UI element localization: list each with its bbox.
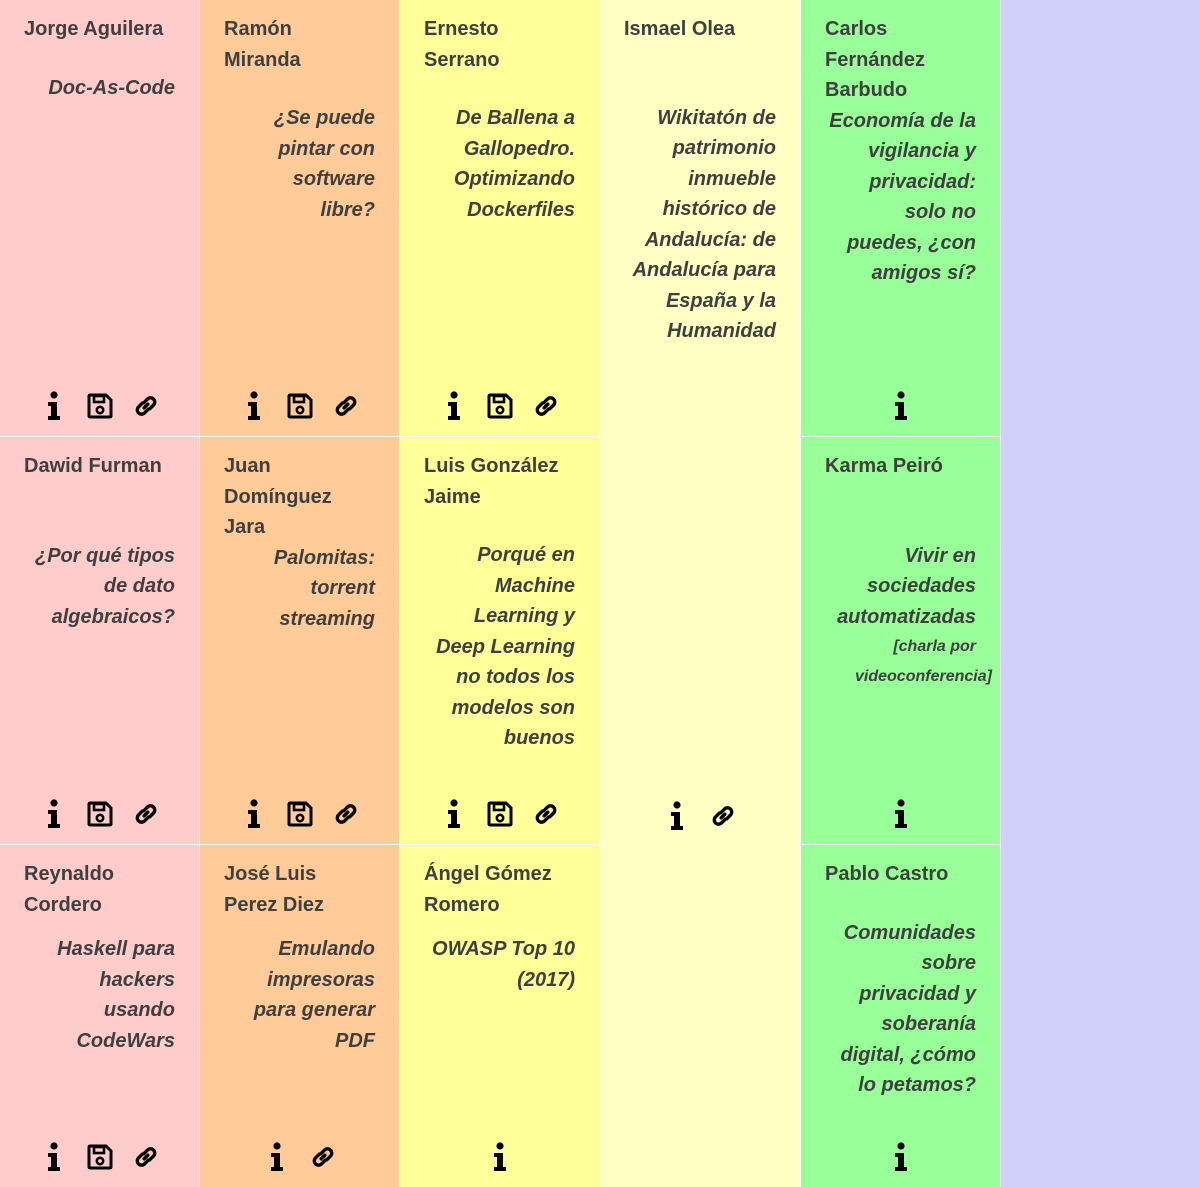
- link-icon[interactable]: [309, 1142, 337, 1172]
- save-icon[interactable]: [286, 391, 314, 421]
- info-icon[interactable]: [263, 1142, 291, 1172]
- speaker-name: Karma Peiró: [825, 455, 943, 477]
- speaker-name: Ismael Olea: [624, 18, 736, 40]
- info-icon[interactable]: [40, 1142, 68, 1172]
- talk-title: ¿Se puede pintar con software libre?: [273, 107, 375, 221]
- speaker-name: José Luis Perez Diez: [224, 863, 325, 916]
- talk-actions: [0, 796, 199, 832]
- speaker-name: Ángel Gómez Romero: [424, 863, 552, 916]
- talk-title: Economía de la vigilancia y privacidad: solo no puedes, ¿con amigos sí?: [829, 109, 976, 284]
- speaker-name: Ramón Miranda: [224, 18, 301, 71]
- speaker-name: Dawid Furman: [24, 455, 162, 477]
- link-icon[interactable]: [532, 391, 560, 421]
- talk-title: ¿Por qué tipos de dato algebraicos?: [35, 544, 175, 628]
- info-icon[interactable]: [887, 799, 915, 829]
- speaker-name: Reynaldo Cordero: [24, 863, 115, 916]
- talk-actions: [0, 388, 199, 424]
- link-icon[interactable]: [132, 1142, 160, 1172]
- talk-actions: [801, 388, 1000, 424]
- info-icon[interactable]: [240, 391, 268, 421]
- talk-cell: [801, 0, 1000, 436]
- link-icon[interactable]: [332, 799, 360, 829]
- talk-cell: [600, 0, 800, 1187]
- speaker-name: Carlos Fernández Barbudo: [825, 18, 926, 101]
- talk-title: Doc-As-Code: [48, 76, 175, 99]
- speaker-name: Ernesto Serrano: [424, 18, 500, 71]
- talk-title: Porqué en Machine Learning y Deep Learning no todos los modelos son buenos: [436, 544, 575, 749]
- speaker-name: Pablo Castro: [825, 863, 949, 885]
- talk-title: Vivir en sociedades automatizadas: [837, 544, 976, 628]
- talk-cell: [801, 437, 1000, 844]
- save-icon[interactable]: [86, 799, 114, 829]
- info-icon[interactable]: [40, 799, 68, 829]
- info-icon[interactable]: [240, 799, 268, 829]
- speaker-name: Jorge Aguilera: [24, 18, 164, 40]
- link-icon[interactable]: [132, 799, 160, 829]
- talk-actions: [400, 1139, 599, 1175]
- save-icon[interactable]: [286, 799, 314, 829]
- talk-note: [charla por videoconferencia]: [855, 638, 992, 685]
- save-icon[interactable]: [486, 391, 514, 421]
- talk-cell: [400, 0, 599, 436]
- talk-title: Emulando impresoras para generar PDF: [253, 938, 375, 1052]
- talk-cell: [0, 845, 199, 1187]
- talk-title: De Ballena a Gallopedro. Optimizando Dockerfiles: [453, 107, 575, 221]
- talk-actions: [400, 388, 599, 424]
- info-icon[interactable]: [663, 801, 691, 831]
- talk-actions: [200, 388, 399, 424]
- talk-actions: [200, 1139, 399, 1175]
- talk-title: Wikitatón de patrimonio inmueble histórico de Andalucía: de Andalucía para España y la Humanidad: [632, 106, 776, 342]
- save-icon[interactable]: [86, 1142, 114, 1172]
- info-icon[interactable]: [40, 391, 68, 421]
- talk-actions: [400, 796, 599, 832]
- info-icon[interactable]: [887, 1142, 915, 1172]
- talk-cell: [801, 845, 1000, 1187]
- link-icon[interactable]: [332, 391, 360, 421]
- talk-cell: [200, 845, 399, 1187]
- talk-cell: [200, 0, 399, 436]
- talk-cell: [0, 0, 199, 436]
- talk-title: Palomitas: torrent streaming: [273, 546, 375, 630]
- info-icon[interactable]: [440, 799, 468, 829]
- save-icon[interactable]: [86, 391, 114, 421]
- speaker-name: Luis González Jaime: [424, 455, 559, 508]
- talk-actions: [200, 796, 399, 832]
- talk-actions: [600, 798, 800, 834]
- talk-cell: [200, 437, 399, 844]
- talk-cell: [0, 437, 199, 844]
- save-icon[interactable]: [486, 799, 514, 829]
- talk-cell: [400, 437, 599, 844]
- talk-title: Comunidades sobre privacidad y soberanía digital, ¿cómo lo petamos?: [840, 921, 976, 1096]
- talk-title: Haskell para hackers usando CodeWars: [57, 938, 175, 1052]
- talk-cell: [400, 845, 599, 1187]
- info-icon[interactable]: [486, 1142, 514, 1172]
- speaker-name: Juan Domínguez Jara: [224, 455, 332, 538]
- info-icon[interactable]: [887, 391, 915, 421]
- talk-actions: [0, 1139, 199, 1175]
- talk-actions: [801, 1139, 1000, 1175]
- talk-title: OWASP Top 10 (2017): [432, 938, 575, 991]
- talk-actions: [801, 796, 1000, 832]
- link-icon[interactable]: [132, 391, 160, 421]
- info-icon[interactable]: [440, 391, 468, 421]
- link-icon[interactable]: [532, 799, 560, 829]
- link-icon[interactable]: [709, 801, 737, 831]
